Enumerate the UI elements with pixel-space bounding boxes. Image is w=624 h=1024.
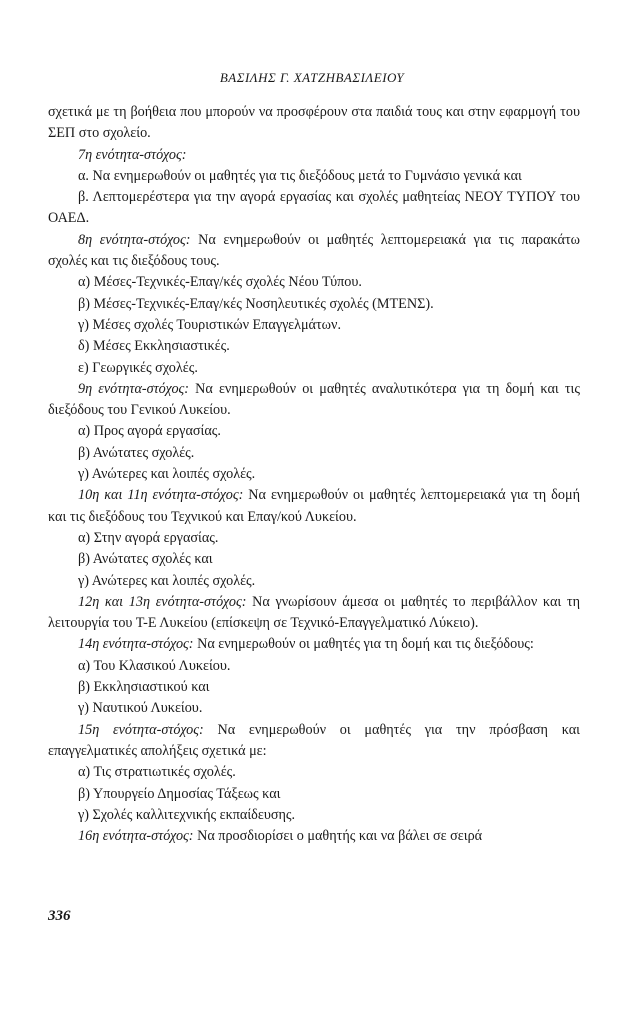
section-label: 16η ενότητα-στόχος: (78, 828, 194, 845)
list-item (48, 294, 580, 315)
section-label: 7η ενότητα-στόχος: (78, 146, 187, 163)
list-item (48, 464, 580, 485)
paragraph-text: δ) Μέσες Εκκλησιαστικές. (78, 338, 230, 355)
list-item (48, 784, 580, 805)
paragraph (48, 634, 580, 655)
list-item (48, 336, 580, 357)
section-label: 8η ενότητα-στόχος: (78, 231, 191, 248)
paragraph-text: β) Ανώτατες σχολές. (78, 444, 195, 461)
list-item (48, 571, 580, 592)
paragraph-text: α. Να ενημερωθούν οι μαθητές για τις διεξόδους μετά το Γυμνάσιο γενικά και (78, 167, 522, 184)
section-label: 12η και 13η ενότητα-στόχος: (78, 593, 247, 610)
list-item (48, 315, 580, 336)
paragraph-text: Να γνωρίσουν άμεσα οι μαθητές το περιβάλλον και τη λειτουργία του Τ-Ε Λυκείου (επίσκεψη σε Τεχνικό-Επαγγελματικό Λύκειο). (48, 593, 580, 632)
list-item (48, 443, 580, 464)
paragraph-text: β) Υπουργείο Δημοσίας Τάξεως και (78, 785, 281, 802)
paragraph-text: β) Ανώτατες σχολές και (78, 551, 213, 568)
paragraph (48, 720, 580, 763)
paragraph (48, 379, 580, 422)
paragraph-text: β) Μέσες-Τεχνικές-Επαγ/κές Νοσηλευτικές σχολές (ΜΤΕΝΣ). (78, 295, 434, 312)
list-item (48, 358, 580, 379)
section-label: 15η ενότητα-στόχος: (78, 721, 204, 738)
paragraph-text: ε) Γεωργικές σχολές. (78, 359, 198, 376)
section-label: 10η και 11η ενότητα-στόχος: (78, 487, 244, 504)
list-item (48, 528, 580, 549)
paragraph-text: γ) Ανώτερες και λοιπές σχολές. (78, 572, 256, 589)
paragraph-text: Να ενημερωθούν οι μαθητές λεπτομερειακά για τις παρακάτω σχολές και τις διεξόδους τους. (48, 231, 580, 270)
paragraph-text: γ) Ανώτερες και λοιπές σχολές. (78, 466, 256, 483)
paragraph-text: σχετικά με τη βοήθεια που μπορούν να προσφέρουν στα παιδιά τους και στην εφαρμογή του ΣΕΠ στο σχολείο. (48, 104, 580, 142)
paragraph-text: β) Εκκλησιαστικού και (78, 679, 210, 696)
list-item (48, 549, 580, 570)
body-text (48, 102, 580, 847)
list-item (48, 762, 580, 783)
paragraph-text: γ) Ναυτικού Λυκείου. (78, 700, 203, 717)
section-label: 9η ενότητα-στόχος: (78, 380, 190, 397)
list-item (48, 698, 580, 719)
paragraph (48, 102, 580, 145)
page-number: 336 (48, 908, 71, 924)
paragraph (48, 485, 580, 528)
paragraph (48, 145, 580, 166)
paragraph-text: γ) Μέσες σχολές Τουριστικών Επαγγελμάτων. (78, 316, 341, 333)
running-header: ΒΑΣΙΛΗΣ Γ. ΧΑΤΖΗΒΑΣΙΛΕΙΟΥ (219, 70, 405, 85)
paragraph-text: α) Μέσες-Τεχνικές-Επαγ/κές σχολές Νέου Τύπου. (78, 274, 362, 291)
paragraph-text: α) Τις στρατιωτικές σχολές. (78, 764, 236, 781)
paragraph (48, 166, 580, 187)
paragraph-text: Να προσδιορίσει ο μαθητής και να βάλει σε σειρά (193, 828, 483, 845)
list-item (48, 805, 580, 826)
section-label: 14η ενότητα-στόχος: (78, 636, 194, 653)
paragraph-text: α) Στην αγορά εργασίας. (78, 529, 219, 546)
list-item (48, 656, 580, 677)
paragraph (48, 826, 580, 847)
list-item (48, 677, 580, 698)
paragraph-text: γ) Σχολές καλλιτεχνικής εκπαίδευσης. (78, 806, 296, 823)
paragraph-text: Να ενημερωθούν οι μαθητές για τη δομή και τις διεξόδους: (193, 636, 534, 653)
paragraph-text: Να ενημερωθούν οι μαθητές λεπτομερειακά για τη δομή και τις διεξόδους του Τεχνικού και Επαγ/κού Λυκείου. (48, 487, 580, 525)
paragraph-text: α) Του Κλασικού Λυκείου. (78, 657, 231, 674)
list-item (48, 421, 580, 442)
paragraph-text: Να ενημερωθούν οι μαθητές αναλυτικότερα για τη δομή και τις διεξόδους του Γενικού Λυκείου. (48, 380, 580, 419)
paragraph (48, 187, 580, 230)
paragraph (48, 592, 580, 635)
paragraph-text: α) Προς αγορά εργασίας. (78, 423, 221, 440)
paragraph-text: Να ενημερωθούν οι μαθητές για την πρόσβαση και επαγγελματικές απολήξεις σχετικά με: (48, 721, 580, 759)
list-item (48, 272, 580, 293)
paragraph (48, 230, 580, 273)
paragraph-text: β. Λεπτομερέστερα για την αγορά εργασίας και σχολές μαθητείας ΝΕΟΥ ΤΥΠΟΥ του ΟΑΕΔ. (48, 189, 580, 227)
